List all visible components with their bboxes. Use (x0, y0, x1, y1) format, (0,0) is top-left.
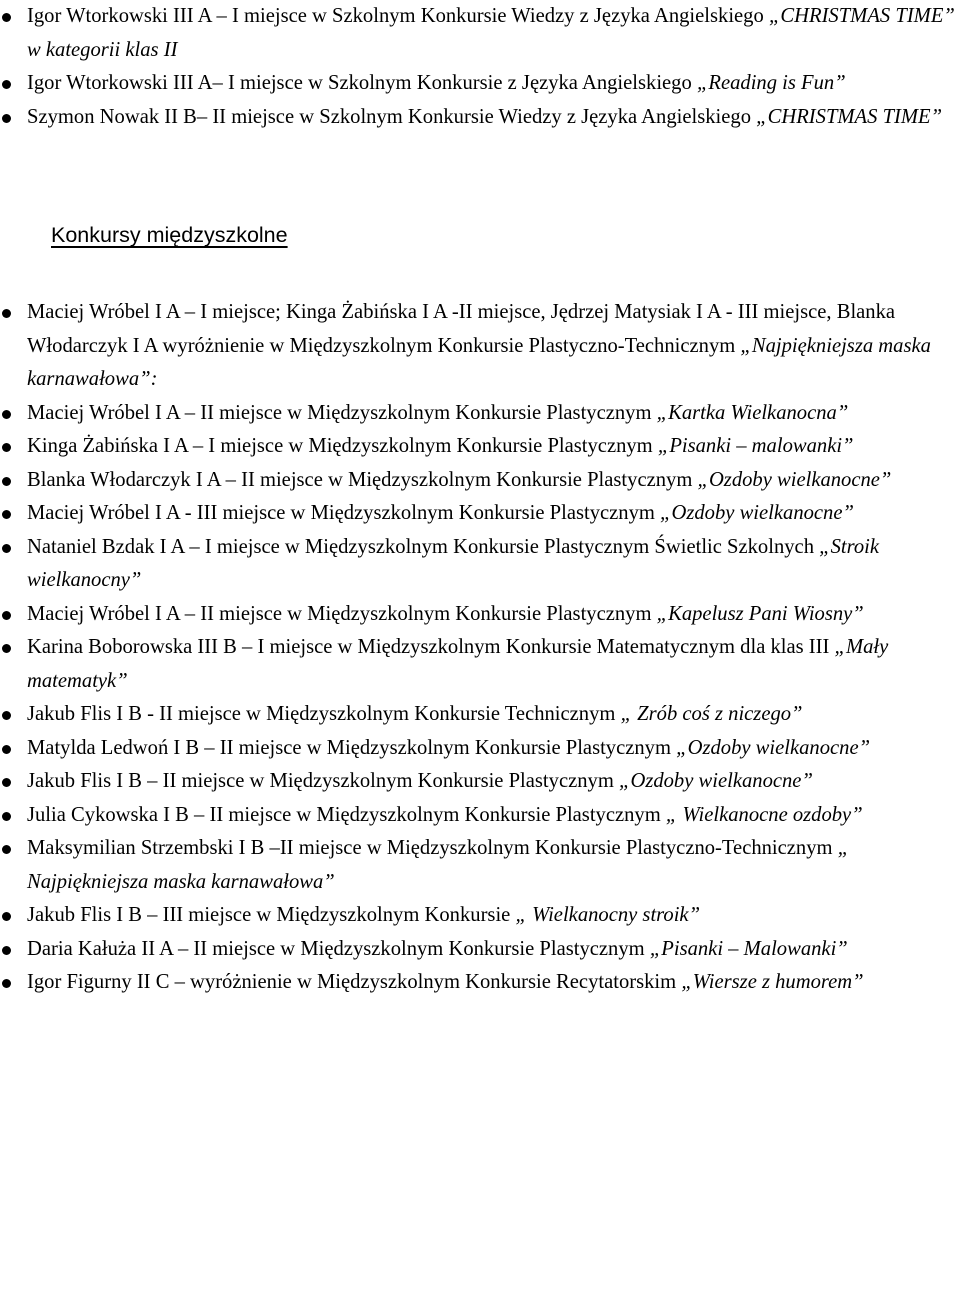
entry-text: Nataniel Bzdak I A – I miejsce w Międzyszkolnym Konkursie Plastycznym Świetlic Szkolnych (27, 535, 820, 558)
list-item (0, 101, 960, 135)
bullet-icon (2, 912, 11, 921)
interschool-contest-list (0, 296, 960, 1000)
list-item (0, 832, 960, 899)
list-item (0, 698, 960, 732)
entry-text: Igor Wtorkowski III A – I miejsce w Szkolnym Konkursie Wiedzy z Języka Angielskiego (27, 5, 769, 27)
bullet-icon (2, 13, 11, 22)
section-heading: Konkursy międzyszkolne (51, 223, 288, 247)
list-item (0, 296, 960, 397)
bullet-icon (2, 611, 11, 620)
bullet-icon (2, 979, 11, 988)
contest-title: „Ozdoby wielkanocne” (619, 770, 813, 792)
contest-title: „Mały matematyk” (27, 636, 889, 692)
bullet-icon (2, 946, 11, 955)
list-item (0, 966, 960, 1000)
list-item (0, 899, 960, 933)
list-item (0, 67, 960, 101)
list-item (0, 732, 960, 766)
entry-text: Jakub Flis I B - II miejsce w Międzyszkolnym Konkursie Technicznym (27, 703, 621, 725)
list-item (0, 497, 960, 531)
entry-text: Maciej Wróbel I A – I miejsce; Kinga Żabińska I A -II miejsce, Jędrzej Matysiak I A - III miejsce, Blanka Włodarczyk I A wyróżnienie w Międzyszkolnym Konkursie Plastyczno-Technicznym (27, 301, 896, 357)
bullet-icon (2, 80, 11, 89)
entry-text: Kinga Żabińska I A – I miejsce w Międzyszkolnym Konkursie Plastycznym (27, 435, 658, 457)
bullet-icon (2, 644, 11, 653)
list-item (0, 799, 960, 833)
entry-text: Julia Cykowska I B – II miejsce w Międzyszkolnym Konkursie Plastycznym (27, 803, 666, 826)
contest-title: „CHRISTMAS TIME” w kategorii klas II (27, 5, 955, 61)
bullet-icon (2, 745, 11, 754)
entry-text: Maciej Wróbel I A - III miejsce w Międzyszkolnym Konkursie Plastycznym (27, 502, 661, 524)
contest-title: „Kartka Wielkanocna” (656, 401, 849, 424)
entry-text: Maciej Wróbel I A – II miejsce w Międzyszkolnym Konkursie Plastycznym (27, 602, 657, 625)
list-item (0, 933, 960, 967)
contest-title: „CHRISTMAS TIME” (756, 105, 943, 128)
contest-title: „ Wielkanocny stroik” (515, 904, 701, 926)
contest-title: „Ozdoby wielkanocne” (660, 502, 854, 524)
contest-title: „ Wielkanocne ozdoby” (665, 803, 863, 826)
bullet-icon (2, 778, 11, 787)
entry-text: Daria Kałuża II A – II miejsce w Międzyszkolnym Konkursie Plastycznym (27, 937, 650, 960)
entry-text: Szymon Nowak II B– II miejsce w Szkolnym Konkursie Wiedzy z Języka Angielskiego (27, 105, 757, 128)
list-item (0, 0, 960, 67)
bullet-icon (2, 309, 11, 318)
entry-text: Igor Figurny II C – wyróżnienie w Międzyszkolnym Konkursie Recytatorskim (27, 971, 682, 993)
entry-text: Jakub Flis I B – II miejsce w Międzyszkolnym Konkursie Plastycznym (27, 770, 619, 792)
entry-text: Igor Wtorkowski III A– I miejsce w Szkolnym Konkursie z Języka Angielskiego (27, 72, 697, 94)
list-item (0, 430, 960, 464)
list-item (0, 531, 960, 598)
bullet-icon (2, 410, 11, 419)
list-item (0, 397, 960, 431)
bullet-icon (2, 544, 11, 553)
bullet-icon (2, 443, 11, 452)
contest-title: „ Zrób coś z niczego” (620, 703, 803, 725)
entry-text: Maciej Wróbel I A – II miejsce w Międzyszkolnym Konkursie Plastycznym (27, 401, 657, 424)
list-item (0, 598, 960, 632)
entry-text: Jakub Flis I B – III miejsce w Międzyszkolnym Konkursie (27, 904, 516, 926)
bullet-icon (2, 510, 11, 519)
contest-title: „Najpiękniejsza maska karnawałowa”: (27, 334, 931, 390)
bullet-icon (2, 845, 11, 854)
contest-title: „Reading is Fun” (696, 72, 846, 94)
entry-text: Karina Boborowska III B – I miejsce w Międzyszkolnym Konkursie Matematycznym dla klas III (27, 636, 835, 658)
list-item (0, 765, 960, 799)
contest-title: „Ozdoby wielkanocne” (676, 736, 871, 759)
entry-text: Maksymilian Strzembski I B –II miejsce w Międzyszkolnym Konkursie Plastyczno-Technicznym (27, 837, 838, 859)
contest-title: „Pisanki – malowanki” (657, 435, 854, 457)
contest-title: „Pisanki – Malowanki” (649, 937, 848, 960)
list-item (0, 631, 960, 698)
bullet-icon (2, 711, 11, 720)
contest-title: „Ozdoby wielkanocne” (697, 468, 892, 491)
entry-text: Blanka Włodarczyk I A – II miejsce w Międzyszkolnym Konkursie Plastycznym (27, 468, 698, 491)
contest-title: „Stroik wielkanocny” (27, 535, 880, 591)
bullet-icon (2, 114, 11, 123)
contest-title: „ Najpiękniejsza maska karnawałowa” (27, 837, 850, 893)
entry-text: Matylda Ledwoń I B – II miejsce w Międzyszkolnym Konkursie Plastycznym (27, 736, 677, 759)
school-contest-list (0, 0, 960, 134)
contest-title: „Wiersze z humorem” (681, 971, 864, 993)
list-item (0, 464, 960, 498)
bullet-icon (2, 812, 11, 821)
contest-title: „Kapelusz Pani Wiosny” (656, 602, 864, 625)
bullet-icon (2, 477, 11, 486)
